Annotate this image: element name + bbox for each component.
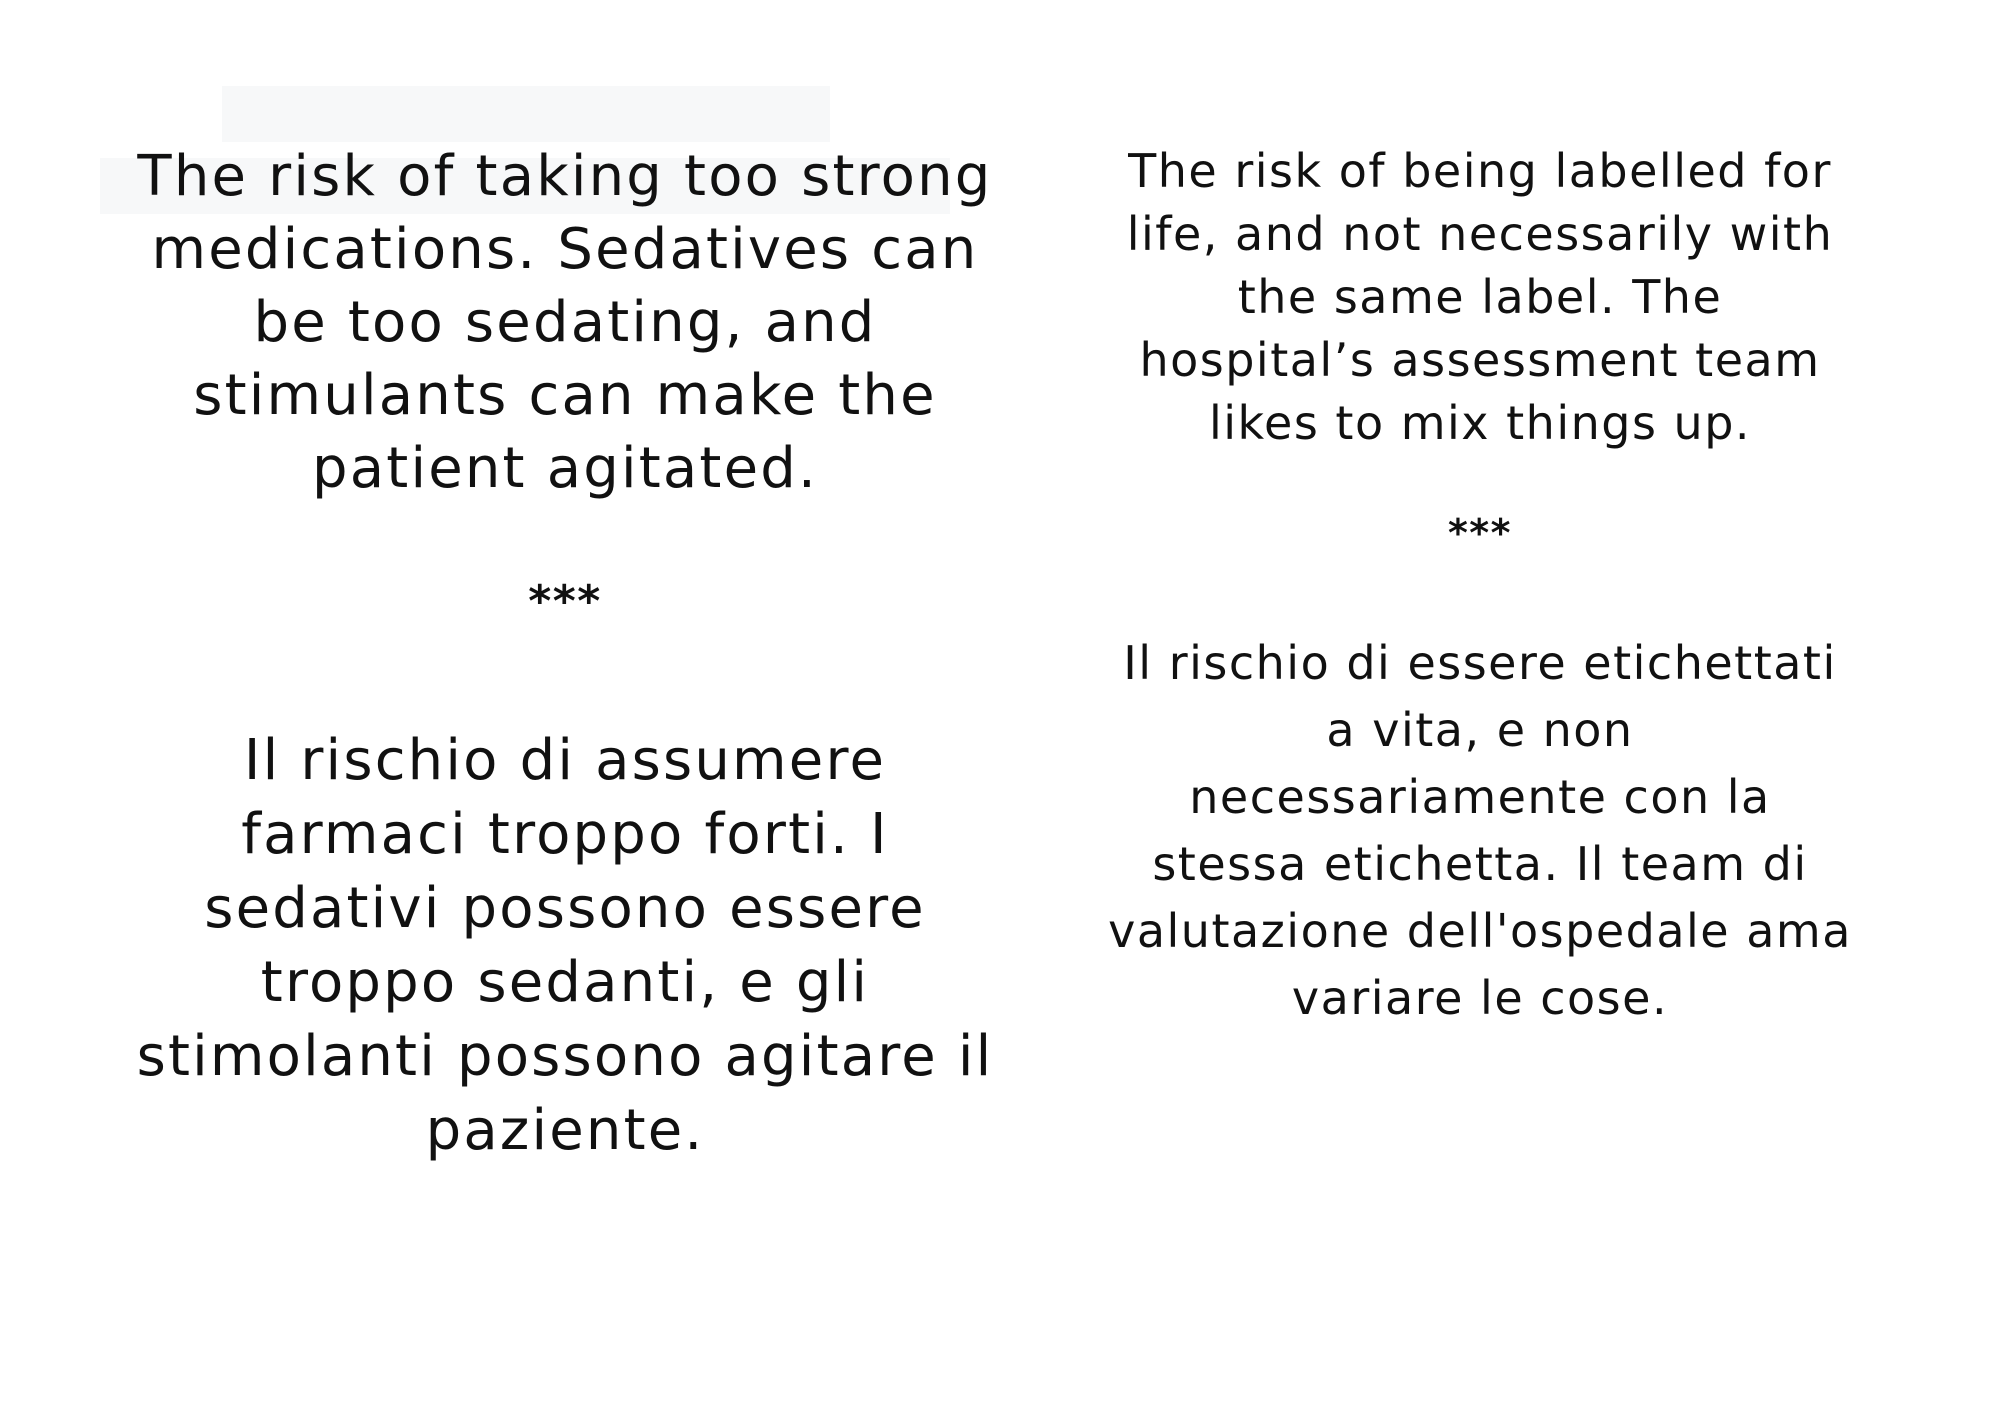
right-english-line-5: likes to mix things up. <box>1208 396 1752 450</box>
left-italian-line-6: paziente. <box>425 1098 705 1163</box>
left-separator: *** <box>528 576 602 627</box>
right-english-paragraph <box>1040 140 1920 455</box>
left-english-line-3: be too sedating, and <box>253 290 877 355</box>
right-english-line-1: The risk of being labelled for <box>1128 144 1832 198</box>
right-english-line-2: life, and not necessarily with <box>1126 207 1834 261</box>
left-english-line-1: The risk of taking too strong <box>137 144 993 209</box>
left-italian-line-5: stimolanti possono agitare il <box>136 1024 994 1089</box>
right-italian-paragraph <box>1040 630 1920 1032</box>
right-italian-line-3: necessariamente con la <box>1189 770 1771 824</box>
left-english-line-5: patient agitated. <box>312 436 818 501</box>
right-italian-line-2: a vita, e non <box>1326 703 1634 757</box>
right-english-line-3: the same label. The <box>1237 270 1723 324</box>
left-italian-paragraph <box>100 724 1030 1168</box>
left-english-line-2: medications. Sedatives can <box>151 217 979 282</box>
right-italian-line-5: valutazione dell'ospedale ama <box>1108 904 1852 958</box>
left-english-line-4: stimulants can make the <box>193 363 937 428</box>
right-english-line-4: hospital’s assessment team <box>1139 333 1821 387</box>
right-separator: *** <box>1447 511 1513 555</box>
left-italian-line-2: farmaci troppo forti. I <box>241 802 889 867</box>
text-highlight-band-top <box>222 86 830 142</box>
right-italian-line-4: stessa etichetta. Il team di <box>1152 837 1808 891</box>
right-italian-line-1: Il rischio di essere etichettati <box>1123 636 1837 690</box>
right-italian-line-6: variare le cose. <box>1291 971 1669 1025</box>
left-english-paragraph <box>100 140 1030 505</box>
left-italian-line-4: troppo sedanti, e gli <box>260 950 870 1015</box>
left-italian-line-3: sedativi possono essere <box>204 876 926 941</box>
left-italian-line-1: Il rischio di assumere <box>243 728 887 793</box>
